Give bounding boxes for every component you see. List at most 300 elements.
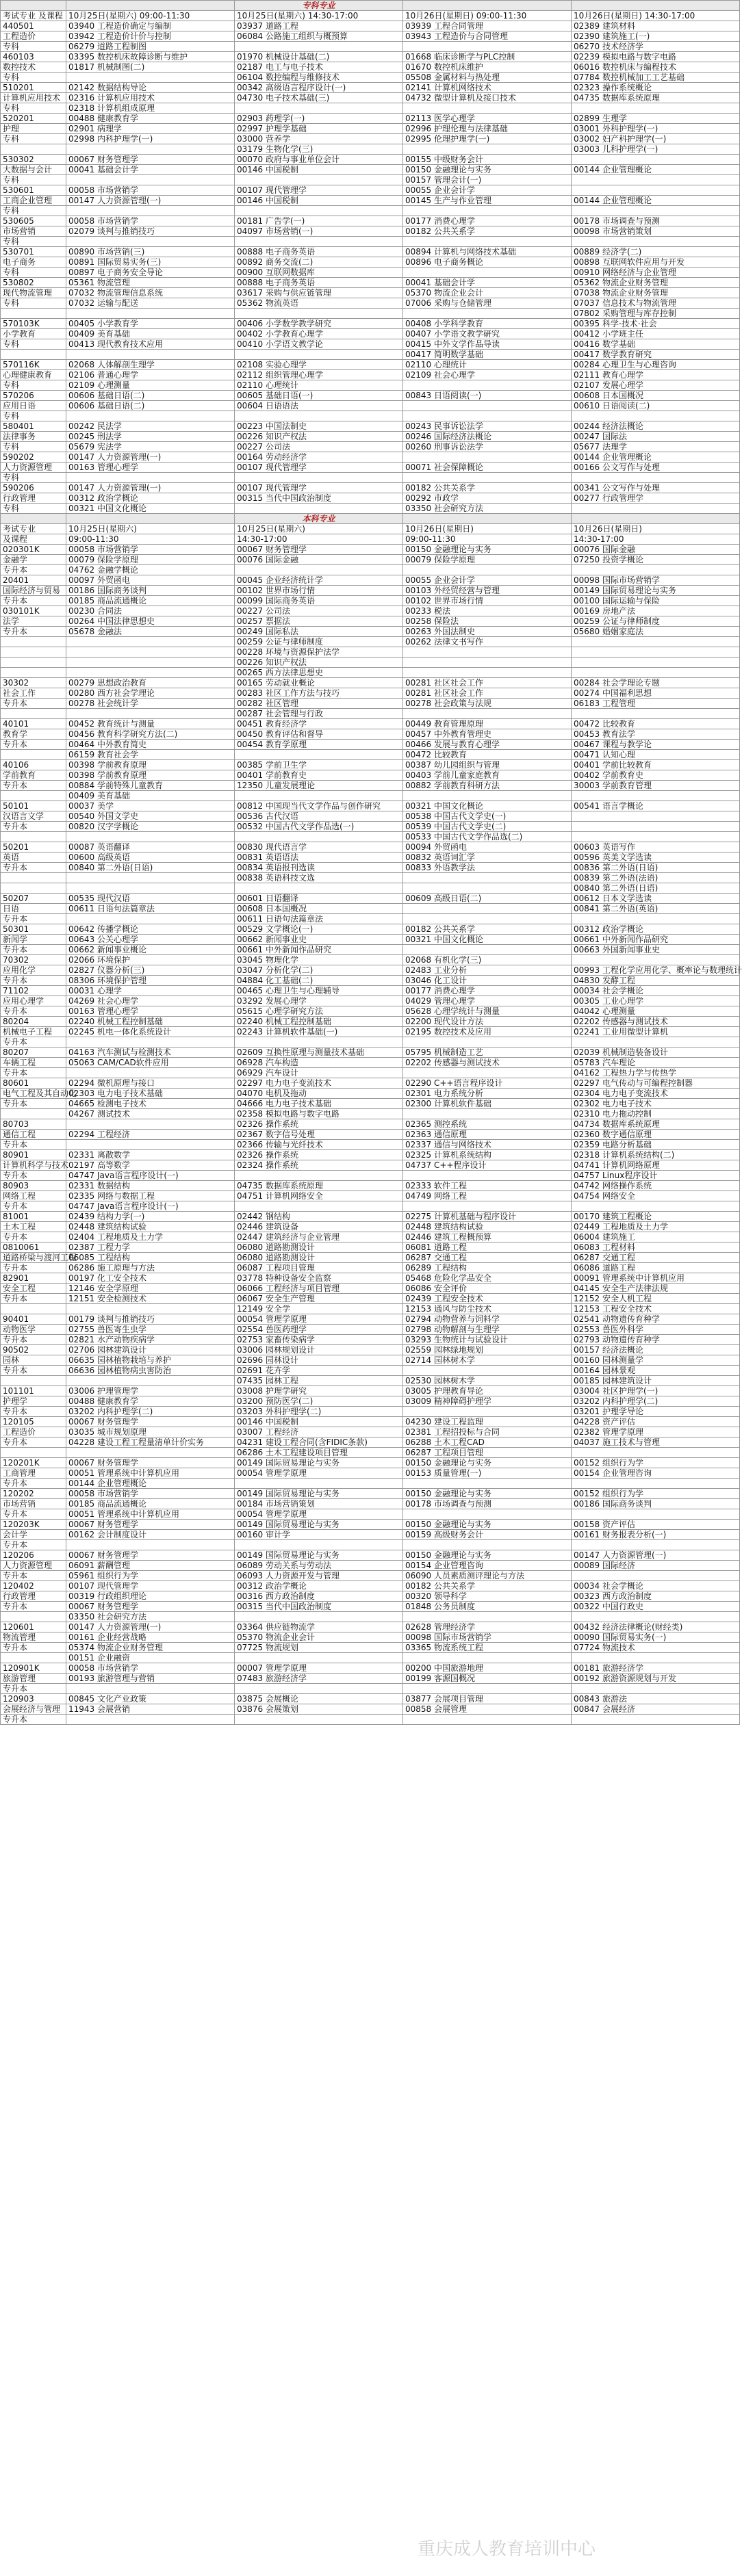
major-cell: 120206: [1, 1550, 66, 1561]
course-cell: 00538 中国古代文学史(一): [403, 811, 572, 822]
course-cell: 06286 土木工程建设项目管理: [235, 1448, 403, 1458]
course-cell: 00488 健康教育学: [66, 1396, 235, 1407]
table-row: [1, 309, 740, 319]
major-cell: 80601: [1, 1078, 66, 1089]
table-row: [1, 1602, 740, 1612]
course-cell: 00643 公关心理学: [66, 935, 235, 945]
course-cell: 06159 教育社会学: [66, 750, 235, 760]
course-cell: 00535 现代汉语: [66, 894, 235, 904]
course-cell: 06287 工程项目管理: [403, 1448, 572, 1458]
course-cell: 07037 信息技术与物流管理: [572, 298, 740, 309]
table-row: [1, 709, 740, 719]
course-cell: 00882 学前教育科研方法: [403, 781, 572, 791]
course-cell: [572, 1448, 740, 1458]
course-cell: 06087 工程项目管理: [235, 1263, 403, 1273]
course-cell: 00245 刑法学: [66, 432, 235, 442]
course-cell: 00457 中外教育管理史: [403, 729, 572, 740]
table-row: [1, 1006, 740, 1017]
table-row: [1, 791, 740, 801]
course-cell: 00488 健康教育学: [66, 114, 235, 124]
course-cell: 00182 公共关系学: [403, 924, 572, 935]
table-row: [1, 1273, 740, 1284]
table-row: [1, 678, 740, 688]
course-cell: 02068 人体解剖生理学: [66, 360, 235, 370]
major-cell: 国际经济与贸易: [1, 586, 66, 596]
course-cell: 03002 妇产科护理学(一): [572, 134, 740, 144]
major-cell: 50101: [1, 801, 66, 811]
course-cell: 02301 电力系统分析: [403, 1089, 572, 1099]
major-cell: 土木工程: [1, 1222, 66, 1232]
course-cell: 07435 园林工程: [235, 1376, 403, 1386]
course-cell: 04267 测试技术: [66, 1109, 235, 1119]
course-cell: [66, 309, 235, 319]
course-cell: 02318 计算机系统结构(二): [572, 1150, 740, 1160]
course-cell: 02326 操作系统: [235, 1119, 403, 1130]
table-row: [1, 1109, 740, 1119]
course-cell: 00161 企业经营战略: [66, 1632, 235, 1643]
course-cell: 03365 物流系统工程: [403, 1643, 572, 1653]
course-cell: 00150 金融理论与实务: [403, 1458, 572, 1468]
course-cell: 02039 机械制造装备设计: [572, 1048, 740, 1058]
course-cell: 04735 数据库系统原理: [235, 1181, 403, 1191]
course-cell: 00259 公证与律师制度: [235, 637, 403, 647]
course-cell: [235, 42, 403, 52]
course-cell: 14:30-17:00: [235, 534, 403, 545]
course-cell: 00609 高级日语(二): [403, 894, 572, 904]
course-cell: 04231 建设工程合同(含FIDIC条款): [235, 1437, 403, 1448]
major-cell: 工商管理: [1, 1468, 66, 1479]
course-cell: 00227 公司法: [235, 606, 403, 616]
major-cell: 专升本: [1, 565, 66, 575]
course-cell: 05678 金融法: [66, 627, 235, 637]
course-cell: 06928 汽车构造: [235, 1058, 403, 1068]
table-row: [1, 699, 740, 709]
course-cell: [572, 791, 740, 801]
course-cell: [403, 452, 572, 463]
course-cell: 03007 工程经济: [235, 1427, 403, 1437]
table-row: [1, 914, 740, 924]
table-row: [1, 1540, 740, 1550]
course-cell: 12152 安全人机工程: [572, 1294, 740, 1304]
course-cell: [572, 1037, 740, 1048]
course-cell: 06086 道路工程: [572, 1263, 740, 1273]
course-cell: 04747 Java语言程序设计(一): [66, 1201, 235, 1212]
course-cell: 00605 基础日语(一): [235, 391, 403, 401]
course-cell: 03035 城市规划原理: [66, 1427, 235, 1437]
course-cell: 00153 质量管理(一): [403, 1468, 572, 1479]
course-cell: 02358 模拟电路与数字电路: [235, 1109, 403, 1119]
major-cell: 专升本: [1, 914, 66, 924]
major-cell: 120903: [1, 1694, 66, 1704]
course-cell: 00150 金融理论与实务: [403, 545, 572, 555]
course-cell: [572, 504, 740, 514]
major-cell: 专升本: [1, 596, 66, 606]
course-cell: [66, 873, 235, 883]
course-cell: 00147 人力资源管理(一): [66, 1622, 235, 1632]
course-cell: 03875 会展概论: [235, 1694, 403, 1704]
major-cell: 专升本: [1, 740, 66, 750]
table-row: [1, 616, 740, 627]
course-cell: [66, 883, 235, 894]
course-cell: 02553 兽医外科学: [572, 1325, 740, 1335]
table-row: [1, 1089, 740, 1099]
course-cell: [66, 73, 235, 83]
major-cell: 专升本: [1, 1437, 66, 1448]
course-cell: 00058 市场营销学: [66, 216, 235, 226]
table-row: [1, 1243, 740, 1253]
course-cell: 00432 经济法律概论(财经类): [572, 1622, 740, 1632]
course-cell: 00398 学前教育原理: [66, 770, 235, 781]
course-cell: 00896 电子商务概论: [403, 257, 572, 268]
table-row: [1, 873, 740, 883]
table-row: [1, 955, 740, 965]
major-cell: 考试专业: [1, 524, 66, 534]
course-cell: 07725 物流规划: [235, 1643, 403, 1653]
course-cell: 00154 企业管理咨询: [403, 1561, 572, 1571]
table-row: [1, 760, 740, 770]
major-cell: 50207: [1, 894, 66, 904]
course-cell: 04747 Java语言程序设计(一): [66, 1171, 235, 1181]
table-row: [1, 319, 740, 329]
major-cell: 市场营销: [1, 1499, 66, 1509]
course-cell: 02302 电力电子技术: [572, 1099, 740, 1109]
course-cell: 02241 工业用微型计算机: [572, 1027, 740, 1037]
course-cell: [403, 309, 572, 319]
course-cell: [403, 144, 572, 155]
major-cell: 90401: [1, 1314, 66, 1325]
course-cell: 02109 心理测量: [66, 380, 235, 391]
course-cell: 00407 小学语文教学研究: [403, 329, 572, 339]
course-cell: [572, 185, 740, 196]
major-cell: 590206: [1, 483, 66, 493]
course-cell: 00262 法律文书写作: [403, 637, 572, 647]
course-cell: 00146 中国税制: [235, 165, 403, 175]
course-cell: 06080 道路勘测设计: [235, 1243, 403, 1253]
course-cell: 00284 社会学理论专题: [572, 678, 740, 688]
course-cell: 00471 认知心理: [572, 750, 740, 760]
table-row: [1, 606, 740, 616]
course-cell: 00608 日本国概况: [235, 904, 403, 914]
course-cell: 00247 国际法: [572, 432, 740, 442]
course-cell: 00070 政府与事业单位会计: [235, 155, 403, 165]
major-cell: 专升本: [1, 1140, 66, 1150]
course-cell: 06270 技术经济学: [572, 42, 740, 52]
course-cell: 00282 社区管理: [235, 699, 403, 709]
course-cell: 00402 小学教育心理学: [235, 329, 403, 339]
major-cell: [1, 832, 66, 842]
course-cell: 00840 第二外语(日语): [572, 883, 740, 894]
course-cell: 04732 微型计算机及接口技术: [403, 93, 572, 103]
course-cell: 07784 数控机械加工工艺基础: [572, 73, 740, 83]
course-cell: 07006 采购与仓储管理: [403, 298, 572, 309]
course-cell: 00067 财务管理学: [66, 155, 235, 165]
course-cell: 02483 工业分析: [403, 965, 572, 976]
course-cell: 00606 基础日语(二): [66, 391, 235, 401]
course-cell: 02446 建筑工程概预算: [403, 1232, 572, 1243]
course-cell: 00144 企业管理概论: [572, 196, 740, 206]
course-cell: 05677 法理学: [572, 442, 740, 452]
course-cell: 00315 当代中国政治制度: [235, 1602, 403, 1612]
table-row: [1, 555, 740, 565]
course-cell: 02446 建筑设备: [235, 1222, 403, 1232]
course-cell: [235, 1171, 403, 1181]
course-cell: 02366 传输与光纤技术: [235, 1140, 403, 1150]
course-cell: 02755 兽医寄生虫学: [66, 1325, 235, 1335]
table-row: [1, 575, 740, 586]
course-cell: 00398 学前教育原理: [66, 760, 235, 770]
course-cell: 02079 谈判与推销技巧: [66, 226, 235, 237]
course-cell: 02316 计算机应用技术: [66, 93, 235, 103]
table-row: [1, 1499, 740, 1509]
major-cell: 专升本: [1, 1099, 66, 1109]
table-row: [1, 237, 740, 247]
major-cell: [1, 1109, 66, 1119]
major-cell: 车辆工程: [1, 1058, 66, 1068]
table-row: [1, 339, 740, 350]
course-cell: [403, 1109, 572, 1119]
course-cell: 05508 金属材料与热处理: [403, 73, 572, 83]
table-row: [1, 986, 740, 996]
course-cell: 07483 旅游经济学: [235, 1674, 403, 1684]
course-cell: 06086 安全评价: [403, 1284, 572, 1294]
course-cell: 03047 分析化学(二): [235, 965, 403, 976]
course-cell: 00185 商品流通概论: [66, 1499, 235, 1509]
course-cell: 02141 计算机网络技术: [403, 83, 572, 93]
course-cell: 00165 劳动就业概论: [235, 678, 403, 688]
course-cell: 00416 数学基础: [572, 339, 740, 350]
course-cell: 02243 计算机软件基础(一): [235, 1027, 403, 1037]
table-row: [1, 658, 740, 668]
course-cell: 07250 投资学概论: [572, 555, 740, 565]
course-cell: 00341 公文写作与处理: [572, 483, 740, 493]
course-cell: 00305 工业心理学: [572, 996, 740, 1006]
course-cell: 00395 科学·技术·社会: [572, 319, 740, 329]
course-cell: 02107 发展心理学: [572, 380, 740, 391]
course-cell: 00910 网络经济与企业管理: [572, 268, 740, 278]
major-cell: 会计学: [1, 1530, 66, 1540]
course-cell: 00838 英语科技文选: [235, 873, 403, 883]
course-cell: 04228 建设工程工程量清单计价实务: [66, 1437, 235, 1448]
course-cell: 00157 经济法概论: [572, 1345, 740, 1355]
course-cell: 05468 危险化学品安全: [403, 1273, 572, 1284]
table-row: [1, 196, 740, 206]
course-cell: 00161 财务报表分析(一): [572, 1530, 740, 1540]
major-cell: 590202: [1, 452, 66, 463]
course-cell: 02793 动物遗传育种学: [572, 1335, 740, 1345]
major-cell: 70302: [1, 955, 66, 965]
course-cell: [235, 565, 403, 575]
major-cell: 新闻学: [1, 935, 66, 945]
major-cell: 440501: [1, 21, 66, 31]
course-cell: 02363 通信原理: [403, 1130, 572, 1140]
course-cell: 00454 教育学原理: [235, 740, 403, 750]
course-cell: 00897 电子商务安全导论: [66, 268, 235, 278]
course-cell: 02442 钢结构: [235, 1212, 403, 1222]
major-cell: 40101: [1, 719, 66, 729]
table-row: [1, 124, 740, 134]
course-cell: 00832 英语词汇学: [403, 853, 572, 863]
course-cell: 00230 合同法: [66, 606, 235, 616]
major-cell: 120601: [1, 1622, 66, 1632]
table-row: [1, 1396, 740, 1407]
table-row: [1, 1222, 740, 1232]
course-cell: [66, 1715, 235, 1725]
section-banner-row: [1, 1, 740, 11]
major-cell: 120202: [1, 1489, 66, 1499]
section-banner-benke: 本科专业: [235, 514, 403, 524]
course-cell: 02294 工程经济: [66, 1130, 235, 1140]
course-cell: 03179 生物化学(三): [235, 144, 403, 155]
course-cell: 00540 外国文学史: [66, 811, 235, 822]
course-cell: 00888 电子商务英语: [235, 247, 403, 257]
major-cell: 市场营销: [1, 226, 66, 237]
course-cell: 02197 高等数学: [66, 1160, 235, 1171]
course-cell: 06286 施工原理与方法: [66, 1263, 235, 1273]
course-cell: [66, 1684, 235, 1694]
table-row: [1, 1561, 740, 1571]
course-cell: 02240 机械工程控制基础: [66, 1017, 235, 1027]
table-row: [1, 350, 740, 360]
table-row: [1, 1263, 740, 1273]
course-cell: 04742 网络操作系统: [572, 1181, 740, 1191]
course-cell: [235, 1653, 403, 1663]
course-cell: [572, 832, 740, 842]
course-cell: 06081 道路工程: [403, 1243, 572, 1253]
course-cell: 00089 国际经济: [572, 1561, 740, 1571]
course-cell: 03877 会展项目管理: [403, 1694, 572, 1704]
table-row: [1, 596, 740, 606]
table-row: [1, 1099, 740, 1109]
course-cell: 04734 数据库系统原理: [572, 1119, 740, 1130]
table-row: [1, 996, 740, 1006]
header-oct26-pm: 10月26日(星期日) 14:30-17:00: [572, 11, 740, 21]
course-cell: 00094 外贸函电: [403, 842, 572, 853]
course-cell: 00283 社区工作方法与技巧: [235, 688, 403, 699]
course-cell: 00067 财务管理学: [66, 1520, 235, 1530]
course-cell: 00045 企业经济统计学: [235, 575, 403, 586]
course-cell: 02325 计算机系统结构: [403, 1150, 572, 1160]
major-cell: 专科: [1, 237, 66, 247]
course-cell: [66, 473, 235, 483]
major-cell: 专科: [1, 298, 66, 309]
course-cell: 00312 政治学概论: [66, 493, 235, 504]
major-cell: [1, 658, 66, 668]
course-cell: 00058 市场营销学: [66, 1663, 235, 1674]
major-cell: 专升本: [1, 1335, 66, 1345]
course-cell: 00467 课程与教学论: [572, 740, 740, 750]
course-cell: 00603 英语写作: [572, 842, 740, 853]
course-cell: 03006 护理管理学: [66, 1386, 235, 1396]
course-cell: 02794 动物营养与饲料学: [403, 1314, 572, 1325]
course-cell: 02245 机电一体化系统设计: [66, 1027, 235, 1037]
course-cell: 06084 公路施工组织与概预算: [235, 31, 403, 42]
course-cell: [235, 791, 403, 801]
section-banner-zhuanke: 专科专业: [235, 1, 403, 11]
course-cell: [235, 1540, 403, 1550]
course-cell: 00182 公共关系学: [403, 1581, 572, 1591]
major-cell: 专科: [1, 411, 66, 421]
table-row: [1, 1232, 740, 1243]
course-cell: 02609 互换性原理与测量技术基础: [235, 1048, 403, 1058]
course-cell: 02331 离散数学: [66, 1150, 235, 1160]
table-row: [1, 1325, 740, 1335]
major-cell: 动物医学: [1, 1325, 66, 1335]
course-cell: 00812 中国现当代文学作品与创作研究: [235, 801, 403, 811]
course-cell: [403, 1540, 572, 1550]
table-row: [1, 883, 740, 894]
course-cell: [572, 1612, 740, 1622]
major-cell: 专科: [1, 473, 66, 483]
course-cell: [572, 955, 740, 965]
course-cell: 00100 国际运输与保险: [572, 596, 740, 606]
course-cell: 00606 基础日语(二): [66, 401, 235, 411]
course-cell: 03045 物理化学: [235, 955, 403, 965]
course-cell: [66, 175, 235, 185]
table-row: [1, 1037, 740, 1048]
course-cell: [235, 103, 403, 114]
course-cell: 02903 药理学(一): [235, 114, 403, 124]
table-row: [1, 1181, 740, 1191]
course-cell: 02109 社会心理学: [403, 370, 572, 380]
course-cell: 00107 现代管理学: [235, 483, 403, 493]
course-cell: 03350 社会研究方法: [403, 504, 572, 514]
course-cell: 30003 学前教育管理: [572, 781, 740, 791]
course-cell: 00158 资产评估: [572, 1520, 740, 1530]
course-cell: 02753 家畜传染病学: [235, 1335, 403, 1345]
course-cell: 12151 安全检测技术: [66, 1294, 235, 1304]
table-row: [1, 103, 740, 114]
course-cell: 00843 日语阅读(一): [403, 391, 572, 401]
course-cell: 00147 人力资源管理(一): [66, 483, 235, 493]
course-cell: 05961 组织行为学: [66, 1571, 235, 1581]
course-cell: 00031 心理学: [66, 986, 235, 996]
course-cell: 00843 旅游法: [572, 1694, 740, 1704]
major-cell: 工程造价: [1, 31, 66, 42]
table-row: [1, 155, 740, 165]
major-cell: [1, 1448, 66, 1458]
table-row: [1, 1479, 740, 1489]
table-row: [1, 524, 740, 534]
course-cell: [572, 237, 740, 247]
major-cell: 教育学: [1, 729, 66, 740]
table-row: [1, 750, 740, 760]
table-row: [1, 1314, 740, 1325]
major-cell: 030101K: [1, 606, 66, 616]
course-cell: 05795 机械制造工艺: [403, 1048, 572, 1058]
table-row: [1, 1674, 740, 1684]
course-cell: [403, 873, 572, 883]
course-cell: [235, 504, 403, 514]
course-cell: 04037 施工技术与管理: [572, 1437, 740, 1448]
course-cell: 00260 刑事诉讼法学: [403, 442, 572, 452]
course-cell: 00401 学前教育史: [235, 770, 403, 781]
course-cell: 02304 电力电子变流技术: [572, 1089, 740, 1099]
course-cell: 02382 管理学原理: [572, 1427, 740, 1437]
course-cell: 06067 安全生产管理: [235, 1294, 403, 1304]
course-cell: 02530 园林树木学: [403, 1376, 572, 1386]
course-cell: [66, 1037, 235, 1048]
table-row: [1, 1591, 740, 1602]
major-cell: 120402: [1, 1581, 66, 1591]
major-cell: 专升本: [1, 1643, 66, 1653]
course-cell: 00149 国际贸易理论与实务: [235, 1489, 403, 1499]
course-cell: 00884 学前特殊儿童教育: [66, 781, 235, 791]
course-cell: 00166 公文写作与处理: [572, 463, 740, 473]
course-cell: 00839 第二外语(法语): [572, 873, 740, 883]
course-cell: 00410 小学语文教学论: [235, 339, 403, 350]
course-cell: 00146 中国税制: [235, 1417, 403, 1427]
major-cell: 小学教育: [1, 329, 66, 339]
